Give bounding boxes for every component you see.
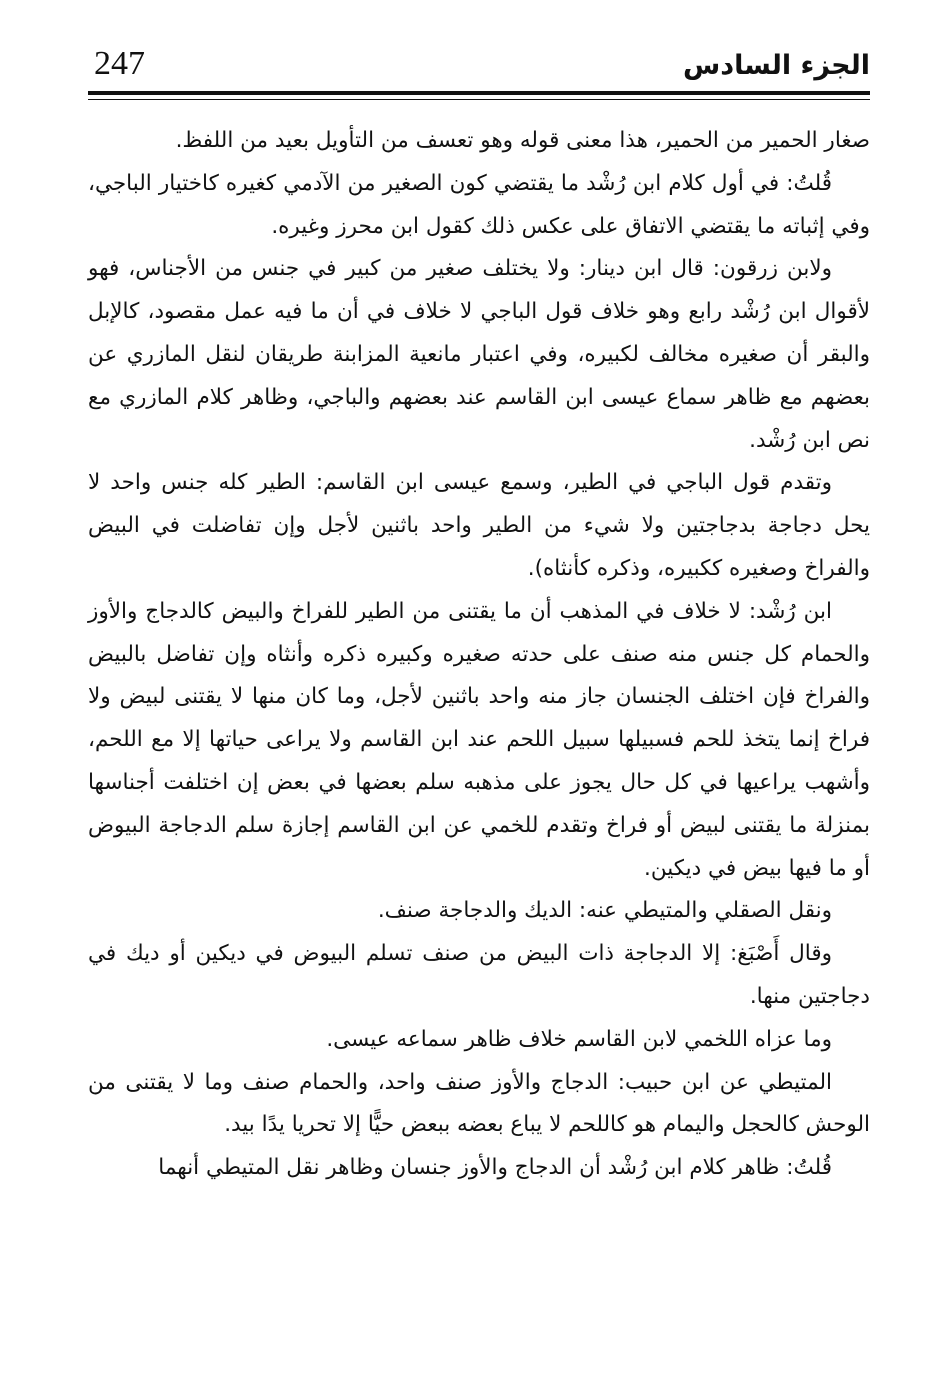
body-text xyxy=(88,120,870,1190)
paragraph: ولابن زرقون: قال ابن دينار: ولا يختلف صغير من كبير في جنس من الأجناس، فهو لأقوال ابن رُشْد رابع وهو خلاف قول الباجي لا خلاف في أن ما فيه عمل مقصود، كالإبل والبقر أن صغيره مخالف لكبيره، وفي اعتبار مانعية المزابنة طريقان لنقل المازري عن بعضهم مع ظاهر سماع عيسى ابن القاسم عند بعضهم والباجي، وظاهر كلام المازري مع نص ابن رُشْد. xyxy=(88,256,870,453)
paragraph: قُلتُ: في أول كلام ابن رُشْد ما يقتضي كون الصغير من الآدمي كغيره كاختيار الباجي، وفي إثباته ما يقتضي الاتفاق على عكس ذلك كقول ابن محرز وغيره. xyxy=(88,170,870,239)
header-rule-thick xyxy=(88,91,870,95)
paragraph: وتقدم قول الباجي في الطير، وسمع عيسى ابن القاسم: الطير كله جنس واحد لا يحل دجاجة بدجاجتين ولا شيء من الطير واحد باثنين لأجل وإن تفاضلت في البيض والفراخ وصغيره ككبيره، وذكره كأنثاه). xyxy=(88,470,870,581)
paragraph: المتيطي عن ابن حبيب: الدجاج والأوز صنف واحد، والحمام صنف وما لا يقتنى من الوحش كالحجل واليمام هو كاللحم لا يباع بعضه ببعض حيًّا إلا تحريا يدًا بيد. xyxy=(88,1069,870,1138)
paragraph: صغار الحمير من الحمير، هذا معنى قوله وهو تعسف من التأويل بعيد من اللفظ. xyxy=(175,128,870,153)
paragraph: ونقل الصقلي والمتيطي عنه: الديك والدجاجة صنف. xyxy=(377,898,832,924)
paragraph: قُلتُ: ظاهر كلام ابن رُشْد أن الدجاج والأوز جنسان وظاهر نقل المتيطي أنهما xyxy=(158,1155,832,1181)
paragraph: وما عزاه اللخمي لابن القاسم خلاف ظاهر سماعه عيسى. xyxy=(326,1026,832,1052)
page-number: 247 xyxy=(94,45,145,82)
running-title: الجزء السادس xyxy=(683,50,870,81)
page-header xyxy=(88,40,870,90)
paragraph: ابن رُشْد: لا خلاف في المذهب أن ما يقتنى من الطير للفراخ والبيض كالدجاج والأوز والحمام كل جنس منه صنف على حدته صغيره وكبيره ذكره وأنثاه وإن تفاضل بالبيض والفراخ فإن اختلف الجنسان جاز منه واحد باثنين لأجل، وما كان منها لا يقتنى لبيض ولا فراخ إنما يتخذ للحم فسبيلها سبيل اللحم عند ابن القاسم ولا يراعى حياتها إلا مع اللحم، وأشهب يراعيها في كل حال يجوز على مذهبه سلم بعضها في بعض إن اختلفت أجناسها بمنزلة ما يقتنى لبيض أو فراخ وتقدم للخمي عن ابن القاسم إجازة سلم الدجاجة البيوض أو ما فيها بيض في ديكين. xyxy=(88,598,870,881)
header-rule-thin xyxy=(88,99,870,100)
paragraph: وقال أَصْبَغ: إلا الدجاجة ذات البيض من صنف تسلم البيوض في ديكين أو ديك في دجاجتين منها. xyxy=(88,941,870,1009)
